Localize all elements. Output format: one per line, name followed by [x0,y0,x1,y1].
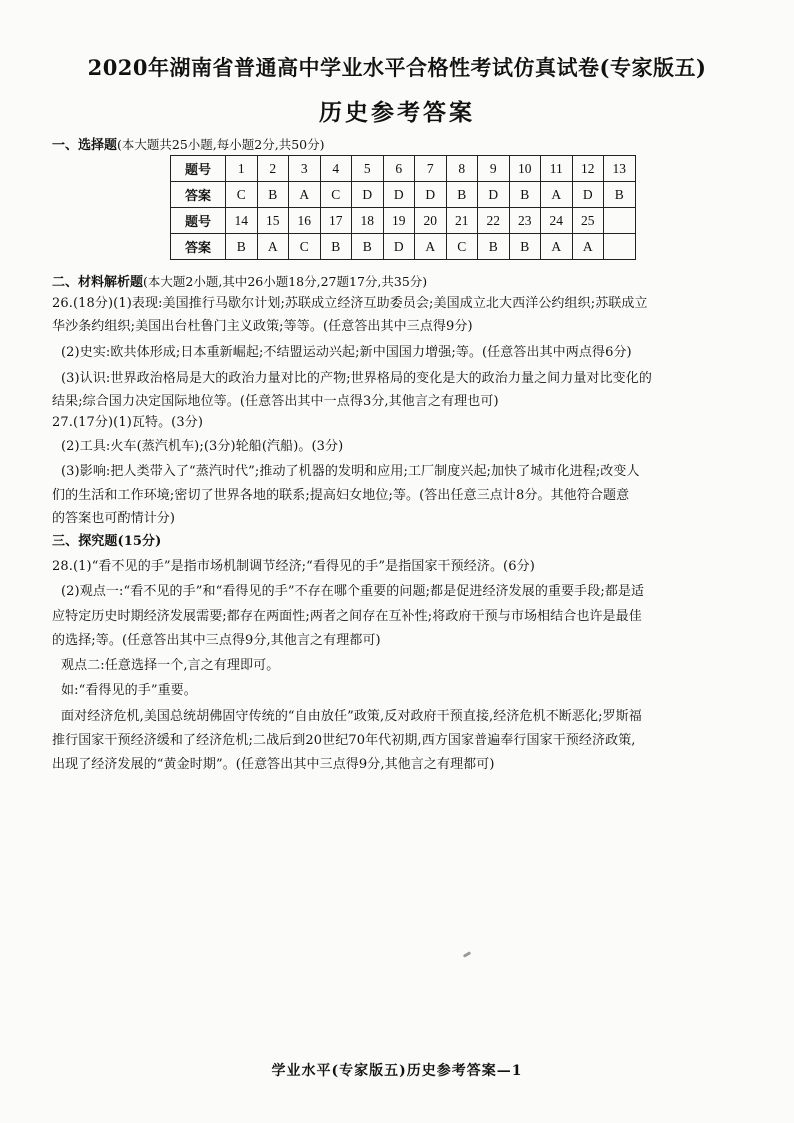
q28-part2-line3: 的选择;等。(任意答出其中三点得9分,其他言之有理都可) [52,633,381,648]
answer-cell: B [257,182,289,208]
question-number-cell: 24 [541,208,573,234]
question-number-cell: 23 [509,208,541,234]
question-number-cell: 13 [604,156,636,182]
scan-speck [463,951,471,958]
question-number-cell: 25 [572,208,604,234]
question-number-cell: 15 [257,208,289,234]
question-number-cell: 4 [320,156,352,182]
q27-part1: 27.(17分)(1)瓦特。(3分) [52,415,203,430]
answer-table [170,155,636,260]
q26-part3-line2: 结果;综合国力决定国际地位等。(任意答出其中一点得3分,其他言之有理也可) [52,394,499,409]
section-2-title: 二、材料解析题 [52,275,144,290]
section-3-heading: 三、探究题(15分) [52,534,162,549]
row-header-number: 题号 [171,156,226,182]
question-number-row [171,208,636,234]
section-1-heading [52,134,324,153]
section-1-note: (本大题共25小题,每小题2分,共50分) [117,137,325,152]
answer-cell: A [541,182,573,208]
q27-part3-line1: (3)影响:把人类带入了“蒸汽时代”;推动了机器的发明和应用;工厂制度兴起;加快了城市化进程;改变人 [61,464,640,479]
answer-cell: A [572,234,604,260]
answer-cell: B [352,234,384,260]
document-subtitle: 历史参考答案 [319,99,475,126]
answer-cell: D [572,182,604,208]
q28-example-line3: 出现了经济发展的“黄金时期”。(任意答出其中三点得9分,其他言之有理都可) [52,757,495,772]
row-header-answer: 答案 [171,234,226,260]
section-2-note: (本大题2小题,其中26小题18分,27题17分,共35分) [143,274,428,289]
answer-cell: B [320,234,352,260]
question-number-cell: 22 [478,208,510,234]
answer-cell: C [226,182,258,208]
question-number-cell: 17 [320,208,352,234]
answer-cell: D [352,182,384,208]
section-1-title: 一、选择题 [52,138,118,153]
q28-example-intro: 如:“看得见的手”重要。 [61,683,197,698]
q26-part1-line1: 26.(18分)(1)表现:美国推行马歇尔计划;苏联成立经济互助委员会;美国成立北大西洋公约组织;苏联成立 [52,296,648,311]
question-number-cell: 19 [383,208,415,234]
question-number-cell: 6 [383,156,415,182]
answer-row [171,182,636,208]
q28-example-line2: 推行国家干预经济缓和了经济危机;二战后到20世纪70年代初期,西方国家普遍奉行国家干预经济政策, [52,733,636,748]
q28-part1: 28.(1)“看不见的手”是指市场机制调节经济;“看得见的手”是指国家干预经济。(6分) [52,559,535,574]
question-number-cell: 16 [289,208,321,234]
question-number-cell: 21 [446,208,478,234]
document-title: 2020年湖南省普通高中学业水平合格性考试仿真试卷(专家版五) [87,55,707,80]
question-number-cell: 11 [541,156,573,182]
question-number-cell: 14 [226,208,258,234]
question-number-cell: 1 [226,156,258,182]
answer-cell: B [604,182,636,208]
answer-cell [604,234,636,260]
answer-cell: A [257,234,289,260]
q27-part2: (2)工具:火车(蒸汽机车);(3分)轮船(汽船)。(3分) [61,439,344,454]
question-number-row [171,156,636,182]
question-number-cell: 12 [572,156,604,182]
q28-part2-line2: 应特定历史时期经济发展需要;都存在两面性;两者之间存在互补性;将政府干预与市场相结合也许是最佳 [52,609,642,624]
q27-part3-line2: 们的生活和工作环境;密切了世界各地的联系;提高妇女地位;等。(答出任意三点计8分。其他符合题意 [52,488,630,503]
answer-cell: D [383,234,415,260]
page-footer: 学业水平(专家版五)历史参考答案—1 [271,1063,523,1079]
question-number-cell: 7 [415,156,447,182]
q28-viewpoint2: 观点二:任意选择一个,言之有理即可。 [61,658,280,673]
question-number-cell: 5 [352,156,384,182]
answer-cell: B [446,182,478,208]
answer-cell: A [289,182,321,208]
answer-cell: D [383,182,415,208]
answer-cell: C [446,234,478,260]
question-number-cell: 18 [352,208,384,234]
answer-cell: C [289,234,321,260]
answer-cell: B [509,234,541,260]
q28-example-line1: 面对经济危机,美国总统胡佛固守传统的“自由放任”政策,反对政府干预直接,经济危机不断恶化;罗斯福 [61,709,642,724]
question-number-cell: 20 [415,208,447,234]
q27-part3-line3: 的答案也可酌情计分) [52,511,176,526]
q26-part3-line1: (3)认识:世界政治格局是大的政治力量对比的产物;世界格局的变化是大的政治力量之间力量对比变化的 [61,371,652,386]
answer-cell: B [226,234,258,260]
q26-part1-line2: 华沙条约组织;美国出台杜鲁门主义政策;等等。(任意答出其中三点得9分) [52,319,473,334]
section-2-heading [52,271,427,290]
answer-cell: A [415,234,447,260]
answer-cell: B [509,182,541,208]
question-number-cell [604,208,636,234]
answer-cell: D [415,182,447,208]
question-number-cell: 10 [509,156,541,182]
answer-row [171,234,636,260]
question-number-cell: 3 [289,156,321,182]
q26-part2: (2)史实:欧共体形成;日本重新崛起;不结盟运动兴起;新中国国力增强;等。(任意答出其中两点得6分) [61,345,632,360]
answer-cell: D [478,182,510,208]
row-header-number: 题号 [171,208,226,234]
q28-part2-line1: (2)观点一:“看不见的手”和“看得见的手”不存在哪个重要的问题;都是促进经济发展的重要手段;都是适 [61,584,645,599]
answer-cell: A [541,234,573,260]
question-number-cell: 9 [478,156,510,182]
question-number-cell: 2 [257,156,289,182]
answer-cell: C [320,182,352,208]
row-header-answer: 答案 [171,182,226,208]
question-number-cell: 8 [446,156,478,182]
answer-cell: B [478,234,510,260]
